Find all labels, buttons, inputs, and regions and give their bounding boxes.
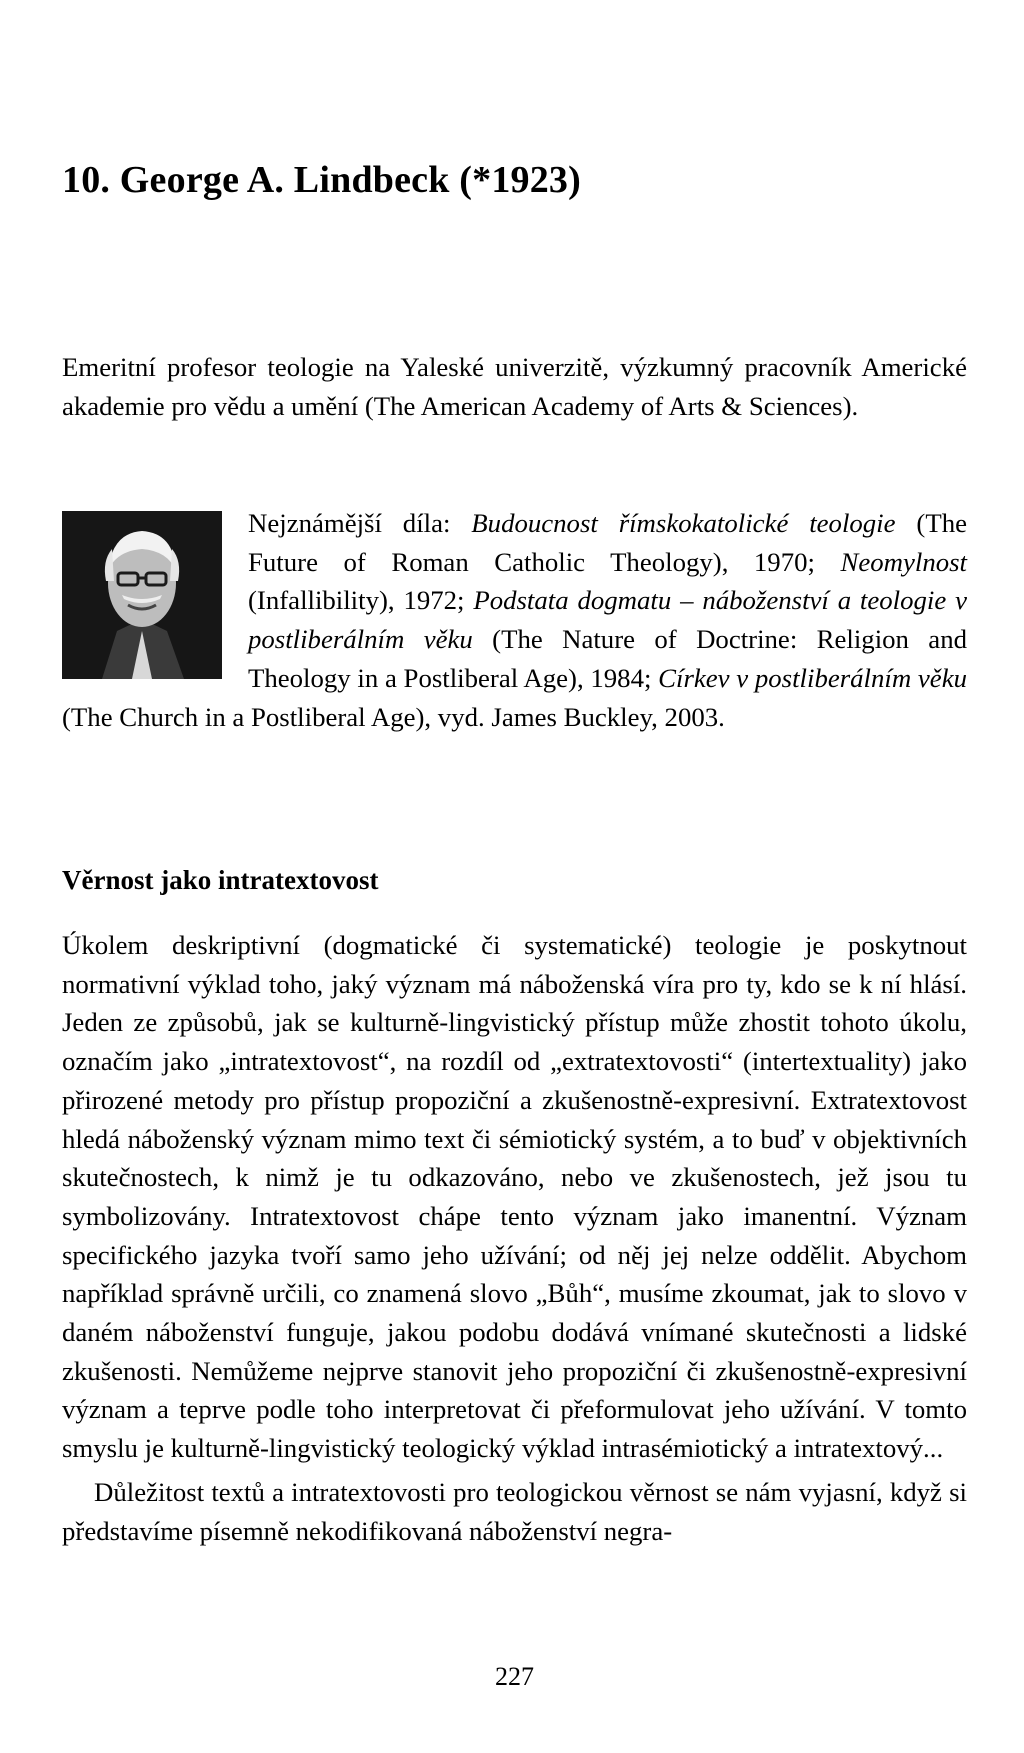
works-lead: Nejznámější díla: (248, 508, 472, 538)
works-block (62, 504, 967, 736)
work-details: (The Church in a Postliberal Age), vyd. James Buckley, 2003. (62, 701, 725, 732)
book-page (62, 0, 967, 1753)
section-body (62, 926, 967, 1550)
work-details: (Infallibility), 1972; (248, 585, 474, 616)
work-title: Budoucnost římskokatolické teologie (471, 508, 896, 538)
page-number: 227 (495, 1662, 534, 1691)
work-title: Církev v postliberálním věku (658, 662, 967, 693)
chapter-title: 10. George A. Lindbeck (*1923) (62, 159, 581, 201)
body-paragraph: Úkolem deskriptivní (dogmatické či systematické) teologie je poskytnout normativní výklad toho, jaký význam má náboženská víra pro ty, kdo se k ní hlásí. Jeden ze způsobů, jak se kulturně-lingvistický přístup může zhostit tohoto úkolu, označím jako „intratextovost“, na rozdíl od „extratextovosti“ (intertextuality) jako přirozené metody pro přístup propoziční a zkušenostně-expresivní. Extratextovost hledá náboženský význam mimo text či sémiotický systém, a to buď v objektivních skutečnostech, k nimž je tu odkazováno, nebo ve zkušenostech, jež jsou tu symbolizovány. Intratextovost chápe tento význam jako imanentní. Význam specifického jazyka tvoří samo jeho užívání; od něj jej nelze oddělit. Abychom například správně určili, co znamená slovo „Bůh“, musíme zkoumat, jak to slovo v daném náboženství funguje, jakou podobu dodává vnímané skutečnosti a lidské zkušenosti. Nemůžeme nejprve stanovit jeho propoziční či zkušenostně-expresivní význam a teprve podle toho interpretovat či přeformulovat jeho užívání. V tomto smyslu je kulturně-lingvistický teologický výklad intrasémiotický a intratextový... (62, 930, 967, 1464)
author-portrait (62, 511, 222, 679)
work-details: (The Future of Roman Catholic Theology), 1970; (248, 508, 967, 577)
author-bio: Emeritní profesor teologie na Yaleské univerzitě, výzkumný pracovník Americké akademie pro vědu a umění (The American Academy of Arts & Sciences). (62, 352, 967, 421)
portrait-image (62, 511, 222, 679)
work-title: Neomylnost (840, 546, 967, 577)
body-paragraph: Důležitost textů a intratextovosti pro teologickou věrnost se nám vyjasní, když si představíme písemně nekodifikovaná náboženství negra- (62, 1476, 967, 1546)
work-details: (The Nature of Doctrine: Religion and Theology in a Postliberal Age), 1984; (248, 624, 967, 693)
work-title: Podstata dogmatu – náboženství a teologie v postliberálním věku (248, 585, 967, 655)
section-heading: Věrnost jako intratextovost (62, 865, 379, 895)
